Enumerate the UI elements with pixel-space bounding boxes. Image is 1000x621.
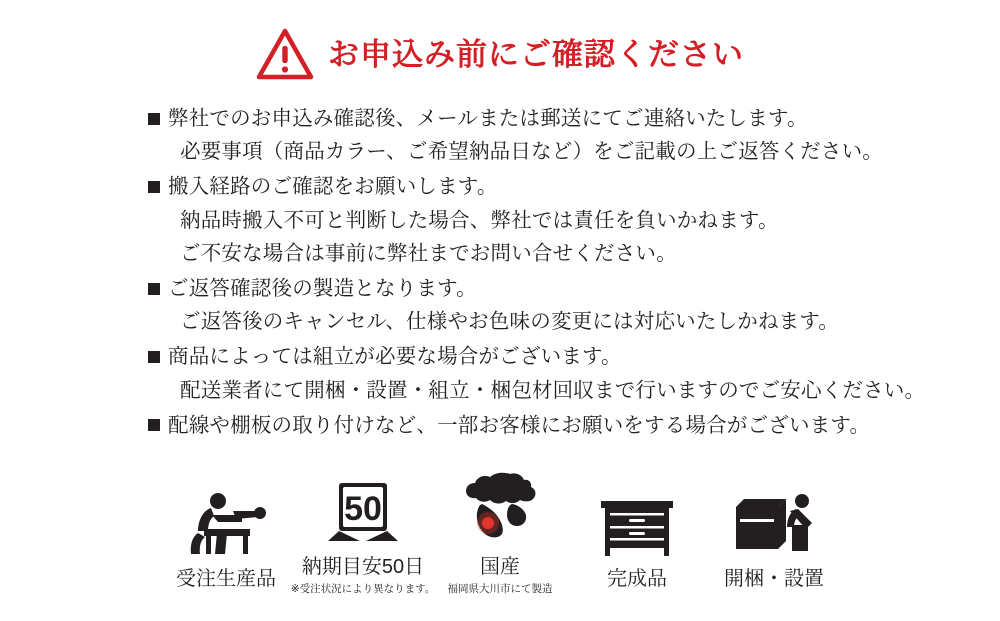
note-block — [148, 170, 1000, 270]
note-heading — [148, 340, 1000, 373]
feature-note: 福岡県大川市にて製造 — [447, 582, 553, 595]
feature-item-lead-time — [290, 469, 436, 595]
feature-item-unpacking — [706, 481, 843, 595]
feature-label: 完成品 — [607, 568, 667, 590]
feature-item-assembled — [569, 481, 706, 595]
japan-map-fukuoka-icon — [452, 469, 548, 547]
note-heading — [148, 170, 1000, 203]
page-header — [0, 0, 1000, 80]
svg-text:50: 50 — [344, 489, 382, 528]
calendar-50-days-icon — [320, 469, 406, 547]
note-heading — [148, 102, 1000, 135]
feature-item-made-to-order — [158, 481, 295, 595]
feature-label: 開梱・設置 — [724, 568, 824, 590]
note-heading — [148, 409, 1000, 442]
note-heading-text: 搬入経路のご確認をお願いします。 — [168, 175, 498, 199]
warning-triangle-icon — [256, 28, 314, 80]
note-heading-text: 商品によっては組立が必要な場合がございます。 — [168, 345, 622, 369]
chest-of-drawers-icon — [591, 481, 683, 559]
square-bullet-icon — [148, 181, 160, 193]
feature-item-domestic — [432, 469, 569, 595]
note-subline: 配送業者にて開梱・設置・組立・梱包材回収まで行いますのでご安心ください。 — [180, 378, 926, 402]
note-subline: 必要事項（商品カラー、ご希望納品日など）をご記載の上ご返答ください。 — [180, 140, 883, 164]
page-title: お申込み前にご確認ください — [328, 36, 744, 72]
note-heading-text: ご返答確認後の製造となります。 — [168, 277, 477, 301]
note-block — [148, 409, 1000, 442]
feature-label: 国産 — [480, 555, 520, 578]
craftsman-working-icon — [178, 481, 274, 559]
feature-strip — [0, 469, 1000, 595]
square-bullet-icon — [148, 283, 160, 295]
feature-label: 受注生産品 — [176, 568, 276, 590]
square-bullet-icon — [148, 419, 160, 431]
note-heading-text: 弊社でのお申込み確認後、メールまたは郵送にてご連絡いたします。 — [168, 107, 808, 130]
note-block — [148, 272, 1000, 338]
note-block — [148, 340, 1000, 406]
unpacking-delivery-icon — [726, 481, 822, 559]
note-heading-text: 配線や棚板の取り付けなど、一部お客様にお願いをする場合がございます。 — [168, 413, 871, 437]
note-subline: ご返答後のキャンセル、仕様やお色味の変更には対応いたしかねます。 — [180, 310, 840, 334]
note-subline: 納品時搬入不可と判断した場合、弊社では責任を負いかねます。 — [180, 208, 779, 232]
feature-label: 納期目安50日 — [301, 555, 425, 578]
square-bullet-icon — [148, 351, 160, 363]
square-bullet-icon — [148, 113, 160, 125]
note-subline: ご不安な場合は事前に弊社までお問い合せください。 — [180, 241, 677, 265]
notes-list — [0, 102, 1000, 442]
feature-note: ※受注状況により異なります。 — [290, 582, 436, 595]
note-block — [148, 102, 1000, 168]
note-heading — [148, 272, 1000, 305]
